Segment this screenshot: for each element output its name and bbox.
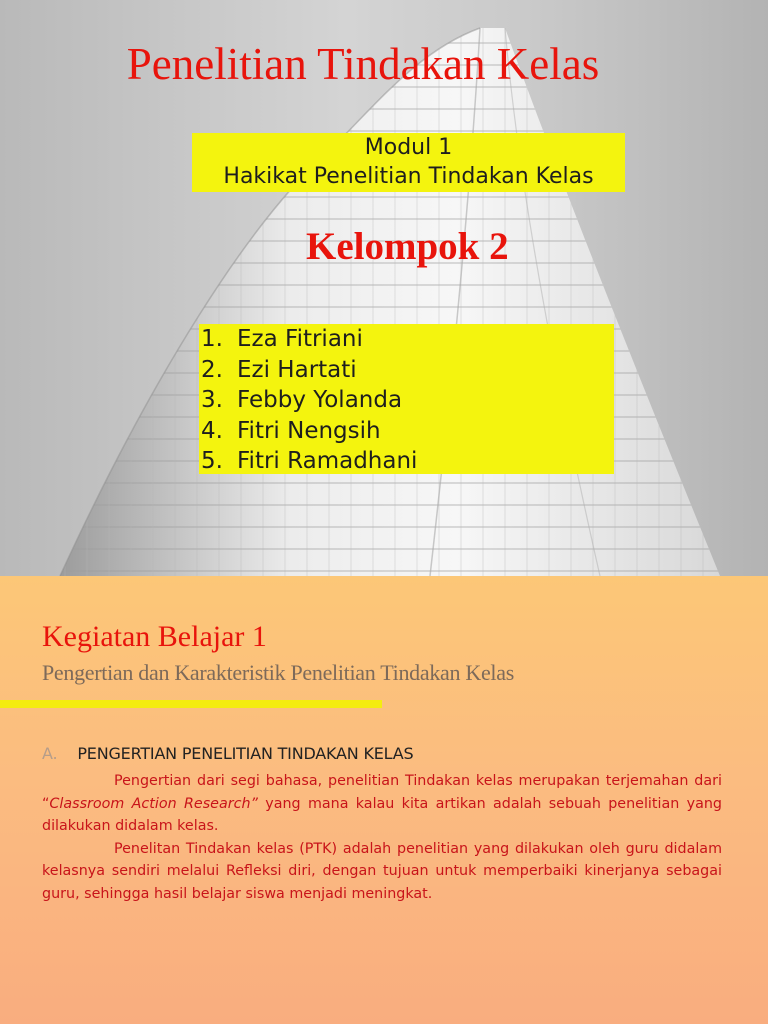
section-letter: A.: [42, 744, 58, 763]
list-item: [199, 446, 614, 477]
content-slide: [0, 576, 768, 1024]
divider: [0, 700, 382, 708]
body-text: [42, 770, 722, 905]
module-topic: Hakikat Penelitian Tindakan Kelas: [223, 164, 594, 189]
list-item: [199, 355, 614, 386]
member-name: Fitri Ramadhani: [237, 448, 418, 474]
section-heading: [42, 744, 413, 763]
lesson-title: Kegiatan Belajar 1: [42, 620, 267, 653]
list-item: [199, 324, 614, 355]
module-highlight-box: [192, 133, 625, 192]
member-name: Febby Yolanda: [237, 387, 403, 413]
member-number: 3.: [201, 387, 223, 413]
list-item: [199, 416, 614, 447]
section-heading-text: PENGERTIAN PENELITIAN TINDAKAN KELAS: [77, 744, 414, 763]
paragraph: Penelitan Tindakan kelas (PTK) adalah penelitian yang dilakukan oleh guru didalam kelasnya sendiri melalui Refleksi diri, dengan tujuan untuk memperbaiki kinerjanya sebagai guru, sehingga hasil belajar siswa menjadi meningkat.: [42, 840, 722, 902]
members-list: [199, 324, 614, 474]
member-number: 2.: [201, 356, 223, 383]
paragraph: [42, 770, 722, 838]
member-name: Eza Fitriani: [237, 326, 363, 352]
member-number: 5.: [201, 448, 223, 474]
paragraph-text: yang mana kalau kita artikan adalah sebuah penelitian yang dilakukan didalam kelas.: [42, 795, 722, 834]
paragraph-text: Pengertian dari segi bahasa, penelitian Tindakan kelas merupakan terjemahan dari “: [42, 773, 722, 812]
list-item: [199, 385, 614, 416]
module-label: Modul 1: [364, 135, 453, 160]
lesson-subtitle: Pengertian dan Karakteristik Penelitian Tindakan Kelas: [42, 660, 514, 685]
group-title: Kelompok 2: [306, 225, 509, 268]
member-name: Fitri Nengsih: [237, 417, 381, 444]
presentation-title: Penelitian Tindakan Kelas: [126, 39, 600, 89]
italic-term: Classroom Action Research”: [49, 795, 258, 812]
member-number: 1.: [201, 326, 223, 352]
member-name: Ezi Hartati: [237, 356, 357, 383]
member-number: 4.: [201, 417, 223, 444]
